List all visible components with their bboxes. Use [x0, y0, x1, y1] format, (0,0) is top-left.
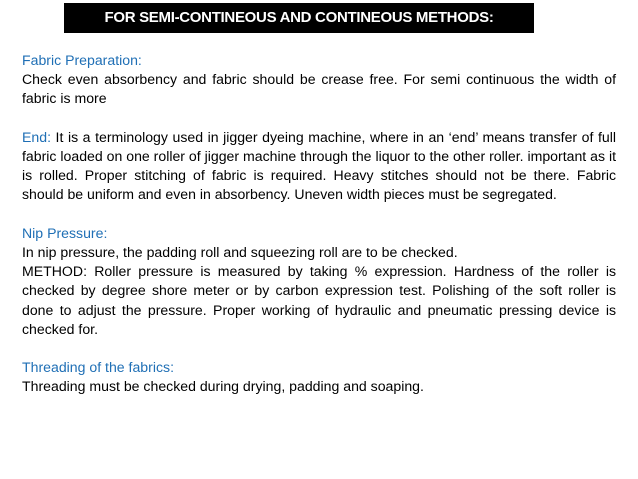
slide-content [22, 51, 616, 416]
end-heading: End: [22, 128, 51, 145]
slide-title: FOR SEMI-CONTINEOUS AND CONTINEOUS METHODS: [64, 3, 534, 33]
threading-heading: Threading of the fabrics: [22, 359, 174, 376]
section-end [22, 128, 616, 205]
end-paragraph [22, 128, 616, 205]
threading-body: Threading must be checked during drying, padding and soaping. [22, 378, 424, 395]
nip-pressure-line: In nip pressure, the padding roll and squeezing roll are to be checked. [22, 244, 458, 260]
section-fabric-preparation [22, 51, 616, 109]
fabric-preparation-body: Check even absorbency and fabric should be crease free. For semi continuous the width of fabric is more [22, 71, 616, 107]
section-threading [22, 358, 616, 396]
nip-pressure-heading: Nip Pressure: [22, 224, 108, 241]
fabric-preparation-heading: Fabric Preparation: [22, 52, 142, 68]
section-nip-pressure [22, 224, 616, 339]
end-body: It is a terminology used in jigger dyeing machine, where in an ‘end’ means transfer of full fabric loaded on one roller of jigger machine through the liquor to the other roller. important as it is rolled. Proper stitching of fabric is required. Heavy stitches should not be there. Fabric should be uniform and even in absorbency. Uneven width pieces must be segregated. [22, 128, 616, 203]
nip-pressure-method: METHOD: Roller pressure is measured by taking % expression. Hardness of the roller is checked by degree shore meter or by carbon expression test. Polishing of the soft roller is done to adjust the pressure. Proper working of hydraulic and pneumatic pressing device is checked for. [22, 263, 616, 337]
